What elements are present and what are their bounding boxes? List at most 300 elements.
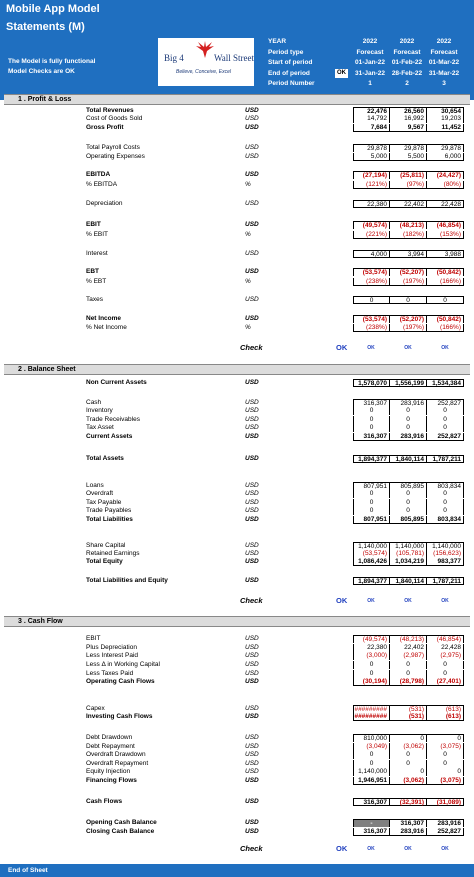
- row-label: Capex: [86, 705, 105, 712]
- table-row: [0, 399, 474, 407]
- logo-text-right: Wall Street: [214, 53, 255, 63]
- row-label: Total Payroll Costs: [86, 144, 140, 151]
- table-row: [0, 828, 474, 836]
- row-label: Total Liabilities: [86, 516, 133, 523]
- table-row: [0, 751, 474, 759]
- value-cell[interactable]: (613): [426, 713, 464, 721]
- value-cell[interactable]: (221%): [353, 231, 390, 239]
- value-cell[interactable]: 1,140,000: [353, 768, 390, 776]
- value-cell[interactable]: (182%): [389, 231, 427, 239]
- row-label: Total Revenues: [86, 107, 134, 114]
- value-cell[interactable]: 0: [353, 407, 390, 415]
- value-cell[interactable]: 29,878: [353, 144, 390, 152]
- cf-check-row: [0, 844, 474, 854]
- value-cell[interactable]: 0: [389, 490, 427, 498]
- table-row: [0, 678, 474, 686]
- period-check: OK: [367, 598, 375, 604]
- row-label: % EBITDA: [86, 181, 118, 188]
- model-note-functional: The Model is fully functional: [8, 58, 96, 65]
- value-cell[interactable]: 0: [353, 751, 390, 759]
- value-cell[interactable]: 0: [353, 661, 390, 669]
- value-cell[interactable]: 316,307: [353, 399, 390, 407]
- row-label: Current Assets: [86, 433, 133, 440]
- value-cell[interactable]: 0: [389, 416, 427, 424]
- row-label: Investing Cash Flows: [86, 713, 153, 720]
- table-row: [0, 516, 474, 524]
- table-row: [0, 507, 474, 515]
- value-cell[interactable]: 6,000: [426, 153, 464, 161]
- row-unit: USD: [245, 416, 259, 423]
- row-unit: %: [245, 278, 251, 285]
- period-year: 2022: [436, 38, 452, 45]
- period-label-type: Period type: [268, 49, 304, 56]
- row-unit: USD: [245, 115, 259, 122]
- period-end: 31-Jan-22: [355, 70, 385, 77]
- row-label: Total Assets: [86, 455, 124, 462]
- table-row: [0, 577, 474, 585]
- row-label: Total Equity: [86, 558, 123, 565]
- value-cell[interactable]: (197%): [389, 324, 427, 332]
- value-cell[interactable]: 0: [389, 507, 427, 515]
- table-row: [0, 542, 474, 550]
- value-cell[interactable]: (97%): [389, 181, 427, 189]
- value-cell[interactable]: (156,623): [426, 550, 464, 558]
- value-cell[interactable]: 0: [426, 507, 464, 515]
- row-unit: USD: [245, 315, 259, 322]
- table-row: [0, 455, 474, 463]
- row-unit: USD: [245, 490, 259, 497]
- value-cell[interactable]: 283,916: [389, 828, 427, 836]
- value-cell[interactable]: 810,000: [353, 734, 390, 742]
- row-label: Trade Receivables: [86, 416, 140, 423]
- value-cell[interactable]: -: [353, 819, 390, 827]
- value-cell[interactable]: 7,684: [353, 124, 390, 132]
- row-label: Share Capital: [86, 542, 126, 549]
- row-unit: USD: [245, 705, 259, 712]
- value-cell[interactable]: (105,781): [389, 550, 427, 558]
- sheet-header: [0, 0, 474, 100]
- value-cell[interactable]: (30,194): [353, 678, 390, 686]
- row-unit: USD: [245, 250, 259, 257]
- value-cell[interactable]: (166%): [426, 324, 464, 332]
- value-cell[interactable]: 3,988: [426, 250, 464, 258]
- value-cell[interactable]: 0: [389, 760, 427, 768]
- value-cell[interactable]: 0: [426, 416, 464, 424]
- row-label: Cost of Goods Sold: [86, 115, 143, 122]
- row-unit: USD: [245, 550, 259, 557]
- value-cell[interactable]: 1,894,377: [353, 577, 390, 585]
- period-check: OK: [367, 345, 375, 351]
- row-label: Opening Cash Balance: [86, 819, 157, 826]
- value-cell[interactable]: (27,194): [353, 171, 390, 179]
- period-number: 2: [405, 80, 409, 87]
- value-cell[interactable]: (28,798): [389, 678, 427, 686]
- value-cell[interactable]: (52,207): [389, 268, 427, 276]
- table-row: [0, 379, 474, 387]
- row-label: Overdraft Drawdown: [86, 751, 146, 758]
- table-row: [0, 550, 474, 558]
- value-cell[interactable]: (121%): [353, 181, 390, 189]
- period-start: 01-Feb-22: [391, 59, 423, 66]
- row-unit: USD: [245, 678, 259, 685]
- value-cell[interactable]: 0: [353, 507, 390, 515]
- value-cell[interactable]: 22,380: [353, 644, 390, 652]
- row-unit: USD: [245, 713, 259, 720]
- table-row: [0, 200, 474, 208]
- period-type: Forecast: [356, 49, 384, 56]
- value-cell[interactable]: 1,787,211: [426, 455, 464, 463]
- value-cell[interactable]: 0: [389, 670, 427, 678]
- table-row: [0, 171, 474, 179]
- value-cell[interactable]: (238%): [353, 278, 390, 286]
- table-row: [0, 416, 474, 424]
- row-label: Closing Cash Balance: [86, 828, 155, 835]
- value-cell[interactable]: 1,034,219: [389, 558, 427, 566]
- row-label: Less Interest Paid: [86, 652, 139, 659]
- pl-check-row: [0, 343, 474, 353]
- value-cell[interactable]: 19,203: [426, 115, 464, 123]
- value-cell[interactable]: 0: [426, 661, 464, 669]
- table-row: [0, 324, 474, 332]
- row-unit: USD: [245, 268, 259, 275]
- value-cell[interactable]: 22,428: [426, 200, 464, 208]
- value-cell[interactable]: 316,307: [353, 798, 390, 806]
- row-unit: USD: [245, 433, 259, 440]
- row-unit: USD: [245, 644, 259, 651]
- table-row: [0, 144, 474, 152]
- table-row: [0, 661, 474, 669]
- table-row: [0, 777, 474, 785]
- row-label: % Net Income: [86, 324, 127, 331]
- value-cell[interactable]: 1,140,000: [426, 542, 464, 550]
- value-cell[interactable]: 1,578,070: [353, 379, 390, 387]
- value-cell[interactable]: (53,574): [353, 268, 390, 276]
- table-row: [0, 635, 474, 643]
- table-row: [0, 181, 474, 189]
- period-year: 2022: [362, 38, 378, 45]
- section-cash-flow[interactable]: 3 . Cash Flow: [4, 616, 470, 627]
- value-cell[interactable]: (80%): [426, 181, 464, 189]
- value-cell[interactable]: (3,075): [426, 777, 464, 785]
- period-check: OK: [441, 345, 449, 351]
- period-check: OK: [441, 846, 449, 852]
- value-cell[interactable]: 0: [389, 407, 427, 415]
- value-cell[interactable]: 252,827: [426, 828, 464, 836]
- row-label: Interest: [86, 250, 108, 257]
- value-cell[interactable]: 1,787,211: [426, 577, 464, 585]
- table-row: [0, 153, 474, 161]
- row-label: Tax Payable: [86, 499, 122, 506]
- row-label: Net Income: [86, 315, 122, 322]
- value-cell[interactable]: (50,842): [426, 268, 464, 276]
- period-type: Forecast: [393, 49, 421, 56]
- value-cell[interactable]: 16,992: [389, 115, 427, 123]
- value-cell[interactable]: 0: [426, 296, 464, 304]
- value-cell[interactable]: 22,380: [353, 200, 390, 208]
- check-status: OK: [336, 596, 348, 605]
- row-unit: USD: [245, 819, 259, 826]
- value-cell[interactable]: 1,140,000: [389, 542, 427, 550]
- value-cell[interactable]: (3,062): [389, 743, 427, 751]
- table-row: [0, 278, 474, 286]
- row-label: Financing Flows: [86, 777, 137, 784]
- value-cell[interactable]: 805,895: [389, 482, 427, 490]
- value-cell[interactable]: 0: [353, 760, 390, 768]
- value-cell[interactable]: (3,000): [353, 652, 390, 660]
- value-cell[interactable]: (49,574): [353, 221, 390, 229]
- logo-slogan: Believe, Conceive, Excel: [176, 69, 232, 75]
- value-cell[interactable]: 14,792: [353, 115, 390, 123]
- value-cell[interactable]: (53,574): [353, 550, 390, 558]
- row-label: Non Current Assets: [86, 379, 147, 386]
- value-cell[interactable]: 316,307: [353, 828, 390, 836]
- period-start: 01-Mar-22: [428, 59, 460, 66]
- row-unit: USD: [245, 760, 259, 767]
- table-row: [0, 644, 474, 652]
- value-cell[interactable]: 0: [353, 424, 390, 432]
- row-label: EBIT: [86, 221, 101, 228]
- value-cell[interactable]: 1,840,114: [389, 577, 427, 585]
- value-cell[interactable]: (3,075): [426, 743, 464, 751]
- value-cell[interactable]: 1,840,114: [389, 455, 427, 463]
- value-cell[interactable]: (613): [426, 705, 464, 713]
- value-cell[interactable]: 30,654: [426, 107, 464, 115]
- value-cell[interactable]: 0: [426, 490, 464, 498]
- value-cell[interactable]: 807,951: [353, 516, 390, 524]
- value-cell[interactable]: 0: [426, 734, 464, 742]
- value-cell[interactable]: (48,213): [389, 221, 427, 229]
- row-label: % EBT: [86, 278, 107, 285]
- period-check: OK: [367, 846, 375, 852]
- value-cell[interactable]: 29,878: [389, 144, 427, 152]
- value-cell[interactable]: 1,894,377: [353, 455, 390, 463]
- row-label: % EBIT: [86, 231, 109, 238]
- value-cell[interactable]: 0: [353, 670, 390, 678]
- value-cell[interactable]: 0: [389, 751, 427, 759]
- value-cell[interactable]: 0: [389, 499, 427, 507]
- value-cell[interactable]: 22,428: [426, 644, 464, 652]
- value-cell[interactable]: (32,391): [389, 798, 427, 806]
- row-unit: USD: [245, 652, 259, 659]
- value-cell[interactable]: 316,307: [389, 819, 427, 827]
- row-unit: USD: [245, 751, 259, 758]
- table-row: [0, 124, 474, 132]
- value-cell[interactable]: 316,307: [353, 433, 390, 441]
- value-cell[interactable]: 283,916: [389, 433, 427, 441]
- period-end: 31-Mar-22: [428, 70, 460, 77]
- value-cell[interactable]: 252,827: [426, 433, 464, 441]
- table-row: [0, 315, 474, 323]
- value-cell[interactable]: 0: [389, 424, 427, 432]
- row-label: Retained Earnings: [86, 550, 140, 557]
- table-row: [0, 558, 474, 566]
- value-cell[interactable]: (52,207): [389, 315, 427, 323]
- value-cell[interactable]: (46,854): [426, 221, 464, 229]
- table-row: [0, 819, 474, 827]
- row-unit: USD: [245, 635, 259, 642]
- value-cell[interactable]: 0: [353, 296, 390, 304]
- value-cell[interactable]: (27,401): [426, 678, 464, 686]
- value-cell[interactable]: (531): [389, 713, 427, 721]
- section-balance-sheet[interactable]: 2 . Balance Sheet: [4, 364, 470, 375]
- value-cell[interactable]: 0: [426, 670, 464, 678]
- row-unit: USD: [245, 499, 259, 506]
- value-cell[interactable]: (153%): [426, 231, 464, 239]
- value-cell[interactable]: 22,476: [353, 107, 390, 115]
- row-unit: USD: [245, 734, 259, 741]
- value-cell[interactable]: 1,086,426: [353, 558, 390, 566]
- value-cell[interactable]: 5,000: [353, 153, 390, 161]
- row-label: Loans: [86, 482, 104, 489]
- row-label: Tax Asset: [86, 424, 114, 431]
- section-profit-loss[interactable]: 1 . Profit & Loss: [4, 94, 470, 105]
- model-title: Mobile App Model: [6, 3, 100, 15]
- row-label: Overdraft Repayment: [86, 760, 149, 767]
- value-cell[interactable]: #########: [353, 713, 390, 721]
- value-cell[interactable]: (31,089): [426, 798, 464, 806]
- row-label: Gross Profit: [86, 124, 124, 131]
- table-row: [0, 743, 474, 751]
- value-cell[interactable]: 807,951: [353, 482, 390, 490]
- value-cell[interactable]: (24,427): [426, 171, 464, 179]
- row-unit: USD: [245, 424, 259, 431]
- table-row: [0, 798, 474, 806]
- value-cell[interactable]: 0: [389, 661, 427, 669]
- value-cell[interactable]: (197%): [389, 278, 427, 286]
- table-row: [0, 713, 474, 721]
- value-cell[interactable]: (53,574): [353, 315, 390, 323]
- value-cell[interactable]: 11,452: [426, 124, 464, 132]
- row-unit: USD: [245, 828, 259, 835]
- row-unit: USD: [245, 379, 259, 386]
- row-unit: USD: [245, 670, 259, 677]
- period-label-start: Start of period: [268, 59, 313, 66]
- value-cell[interactable]: 283,916: [389, 399, 427, 407]
- value-cell[interactable]: 0: [426, 751, 464, 759]
- row-unit: USD: [245, 171, 259, 178]
- sheet-title: Statements (M): [6, 21, 85, 33]
- row-unit: USD: [245, 482, 259, 489]
- value-cell[interactable]: (3,049): [353, 743, 390, 751]
- table-row: [0, 268, 474, 276]
- value-cell[interactable]: 0: [426, 499, 464, 507]
- value-cell[interactable]: 1,556,199: [389, 379, 427, 387]
- value-cell[interactable]: 22,402: [389, 644, 427, 652]
- value-cell[interactable]: 0: [353, 490, 390, 498]
- row-label: EBIT: [86, 635, 101, 642]
- row-label: Trade Payables: [86, 507, 132, 514]
- table-row: [0, 296, 474, 304]
- value-cell[interactable]: 1,946,951: [353, 777, 390, 785]
- value-cell[interactable]: 22,402: [389, 200, 427, 208]
- end-of-sheet: End of Sheet: [0, 864, 474, 877]
- value-cell[interactable]: (238%): [353, 324, 390, 332]
- table-row: [0, 115, 474, 123]
- table-row: [0, 407, 474, 415]
- check-label: Check: [240, 596, 263, 605]
- table-row: [0, 482, 474, 490]
- value-cell[interactable]: 803,834: [426, 482, 464, 490]
- value-cell[interactable]: 0: [426, 407, 464, 415]
- row-unit: USD: [245, 124, 259, 131]
- check-label: Check: [240, 844, 263, 853]
- table-row: [0, 231, 474, 239]
- period-check: OK: [404, 345, 412, 351]
- row-unit: USD: [245, 577, 259, 584]
- value-cell[interactable]: 29,878: [426, 144, 464, 152]
- value-cell[interactable]: (2,975): [426, 652, 464, 660]
- row-unit: USD: [245, 516, 259, 523]
- value-cell[interactable]: 0: [426, 768, 464, 776]
- value-cell[interactable]: 0: [353, 416, 390, 424]
- bs-check-row: [0, 596, 474, 606]
- value-cell[interactable]: 283,916: [426, 819, 464, 827]
- value-cell[interactable]: 803,834: [426, 516, 464, 524]
- value-cell[interactable]: (2,987): [389, 652, 427, 660]
- row-unit: USD: [245, 768, 259, 775]
- value-cell[interactable]: (531): [389, 705, 427, 713]
- table-row: [0, 107, 474, 115]
- period-label-number: Period Number: [268, 80, 315, 87]
- table-row: [0, 250, 474, 258]
- logo-text-left: Big 4: [164, 53, 184, 63]
- value-cell[interactable]: 4,000: [353, 250, 390, 258]
- row-unit: USD: [245, 153, 259, 160]
- value-cell[interactable]: 0: [353, 499, 390, 507]
- value-cell[interactable]: (50,842): [426, 315, 464, 323]
- row-unit: USD: [245, 144, 259, 151]
- table-row: [0, 499, 474, 507]
- value-cell[interactable]: 0: [389, 768, 427, 776]
- row-label: EBT: [86, 268, 99, 275]
- row-unit: USD: [245, 221, 259, 228]
- value-cell[interactable]: 1,534,384: [426, 379, 464, 387]
- row-label: Equity Injection: [86, 768, 131, 775]
- row-unit: %: [245, 231, 251, 238]
- value-cell[interactable]: (25,811): [389, 171, 427, 179]
- value-cell[interactable]: 5,500: [389, 153, 427, 161]
- row-unit: USD: [245, 661, 259, 668]
- row-label: Less Taxes Paid: [86, 670, 134, 677]
- value-cell[interactable]: 983,377: [426, 558, 464, 566]
- table-row: [0, 424, 474, 432]
- value-cell[interactable]: 252,827: [426, 399, 464, 407]
- row-unit: USD: [245, 542, 259, 549]
- check-status: OK: [336, 844, 348, 853]
- value-cell[interactable]: 0: [426, 760, 464, 768]
- row-unit: USD: [245, 558, 259, 565]
- value-cell[interactable]: 1,140,000: [353, 542, 390, 550]
- value-cell[interactable]: (48,213): [389, 635, 427, 643]
- company-logo: [158, 38, 254, 86]
- value-cell[interactable]: #########: [353, 705, 390, 713]
- value-cell[interactable]: 9,567: [389, 124, 427, 132]
- period-type: Forecast: [430, 49, 458, 56]
- value-cell[interactable]: 0: [426, 424, 464, 432]
- value-cell[interactable]: (46,854): [426, 635, 464, 643]
- value-cell[interactable]: 26,560: [389, 107, 427, 115]
- row-label: Cash: [86, 399, 102, 406]
- value-cell[interactable]: 805,895: [389, 516, 427, 524]
- value-cell[interactable]: (3,062): [389, 777, 427, 785]
- row-label: Total Liabilities and Equity: [86, 577, 168, 584]
- value-cell[interactable]: 0: [389, 296, 427, 304]
- value-cell[interactable]: (166%): [426, 278, 464, 286]
- value-cell[interactable]: 0: [389, 734, 427, 742]
- period-start: 01-Jan-22: [355, 59, 385, 66]
- value-cell[interactable]: (49,574): [353, 635, 390, 643]
- value-cell[interactable]: 3,994: [389, 250, 427, 258]
